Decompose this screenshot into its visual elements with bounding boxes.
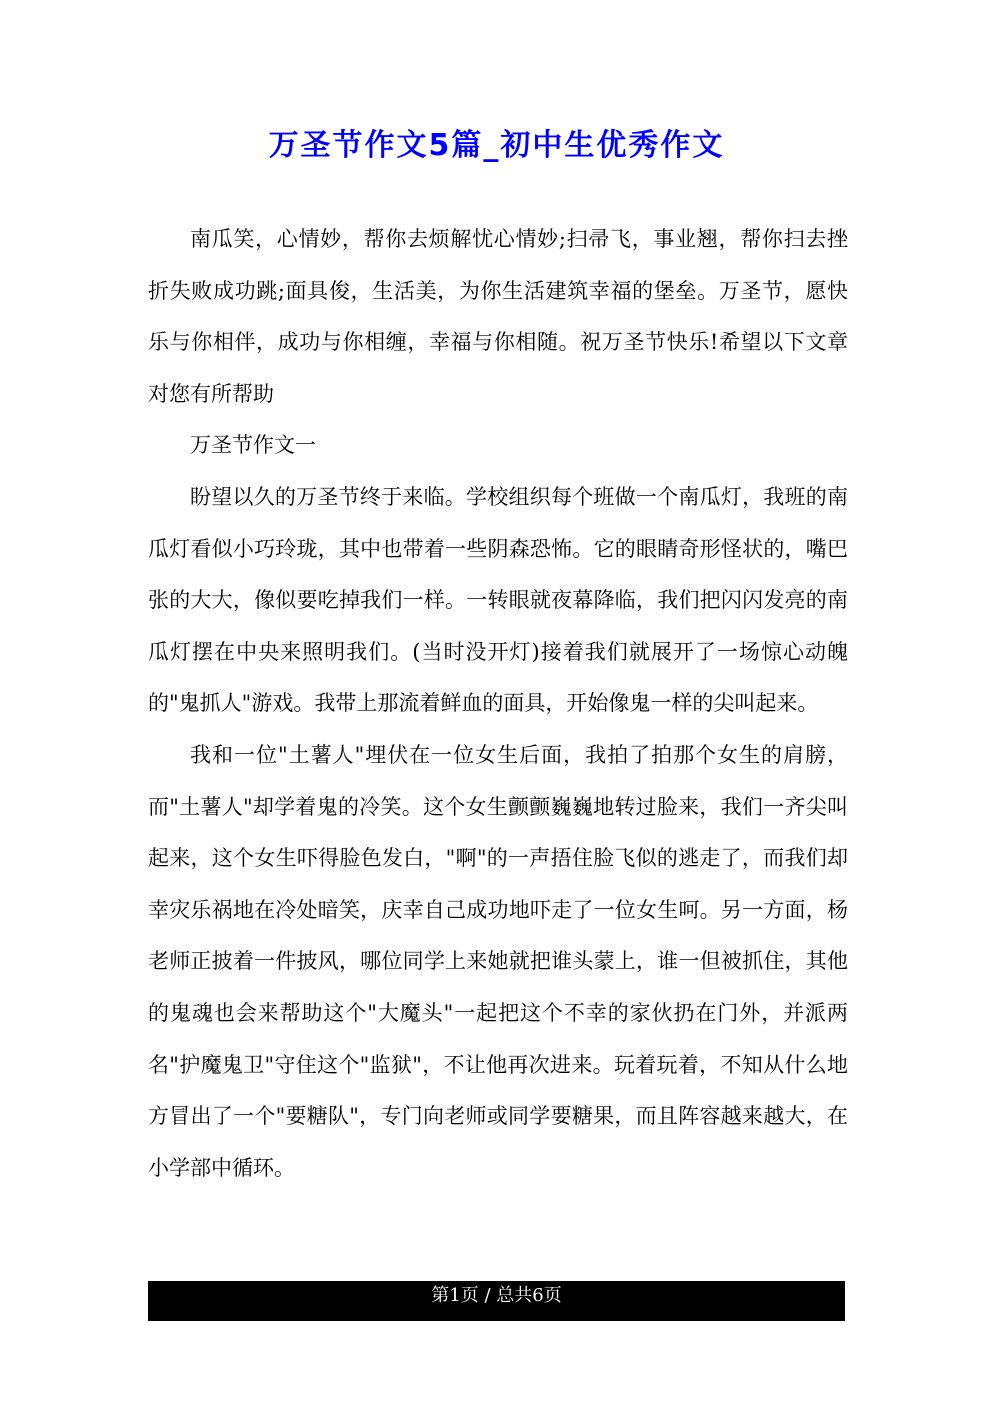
section-heading: 万圣节作文一 [190, 433, 316, 458]
document-title: 万圣节作文5篇_初中生优秀作文 [268, 128, 725, 163]
document-body [148, 214, 848, 1194]
intro-paragraph: 南瓜笑，心情妙，帮你去烦解忧心情妙;扫帚飞，事业翘，帮你扫去挫折失败成功跳;面具俊，生活美，为你生活建筑幸福的堡垒。万圣节，愿快乐与你相伴，成功与你相缠，幸福与你相随。祝万圣节快乐!希望以下文章对您有所帮助 [148, 227, 848, 406]
body-paragraph: 盼望以久的万圣节终于来临。学校组织每个班做一个南瓜灯，我班的南瓜灯看似小巧玲珑，其中也带着一些阴森恐怖。它的眼睛奇形怪状的，嘴巴张的大大，像似要吃掉我们一样。一转眼就夜幕降临，我们把闪闪发亮的南瓜灯摆在中央来照明我们。(当时没开灯)接着我们就展开了一场惊心动魄的"鬼抓人"游戏。我带上那流着鲜血的面具，开始像鬼一样的尖叫起来。 [148, 484, 848, 716]
page-footer: 第1页 / 总共6页 [148, 1281, 845, 1321]
body-paragraph: 我和一位"土薯人"埋伏在一位女生后面，我拍了拍那个女生的肩膀，而"土薯人"却学着鬼的冷笑。这个女生颤颤巍巍地转过脸来，我们一齐尖叫起来，这个女生吓得脸色发白，"啊"的一声捂住脸飞似的逃走了，而我们却幸灾乐祸地在冷处暗笑，庆幸自己成功地吓走了一位女生呵。另一方面，杨老师正披着一件披风，哪位同学上来她就把谁头蒙上，谁一但被抓住，其他的鬼魂也会来帮助这个"大魔头"一起把这个不幸的家伙扔在门外，并派两名"护魔鬼卫"守住这个"监狱"，不让他再次进来。玩着玩着，不知从什么地方冒出了一个"要糖队"，专门向老师或同学要糖果，而且阵容越来越大，在小学部中循环。 [148, 742, 848, 1180]
